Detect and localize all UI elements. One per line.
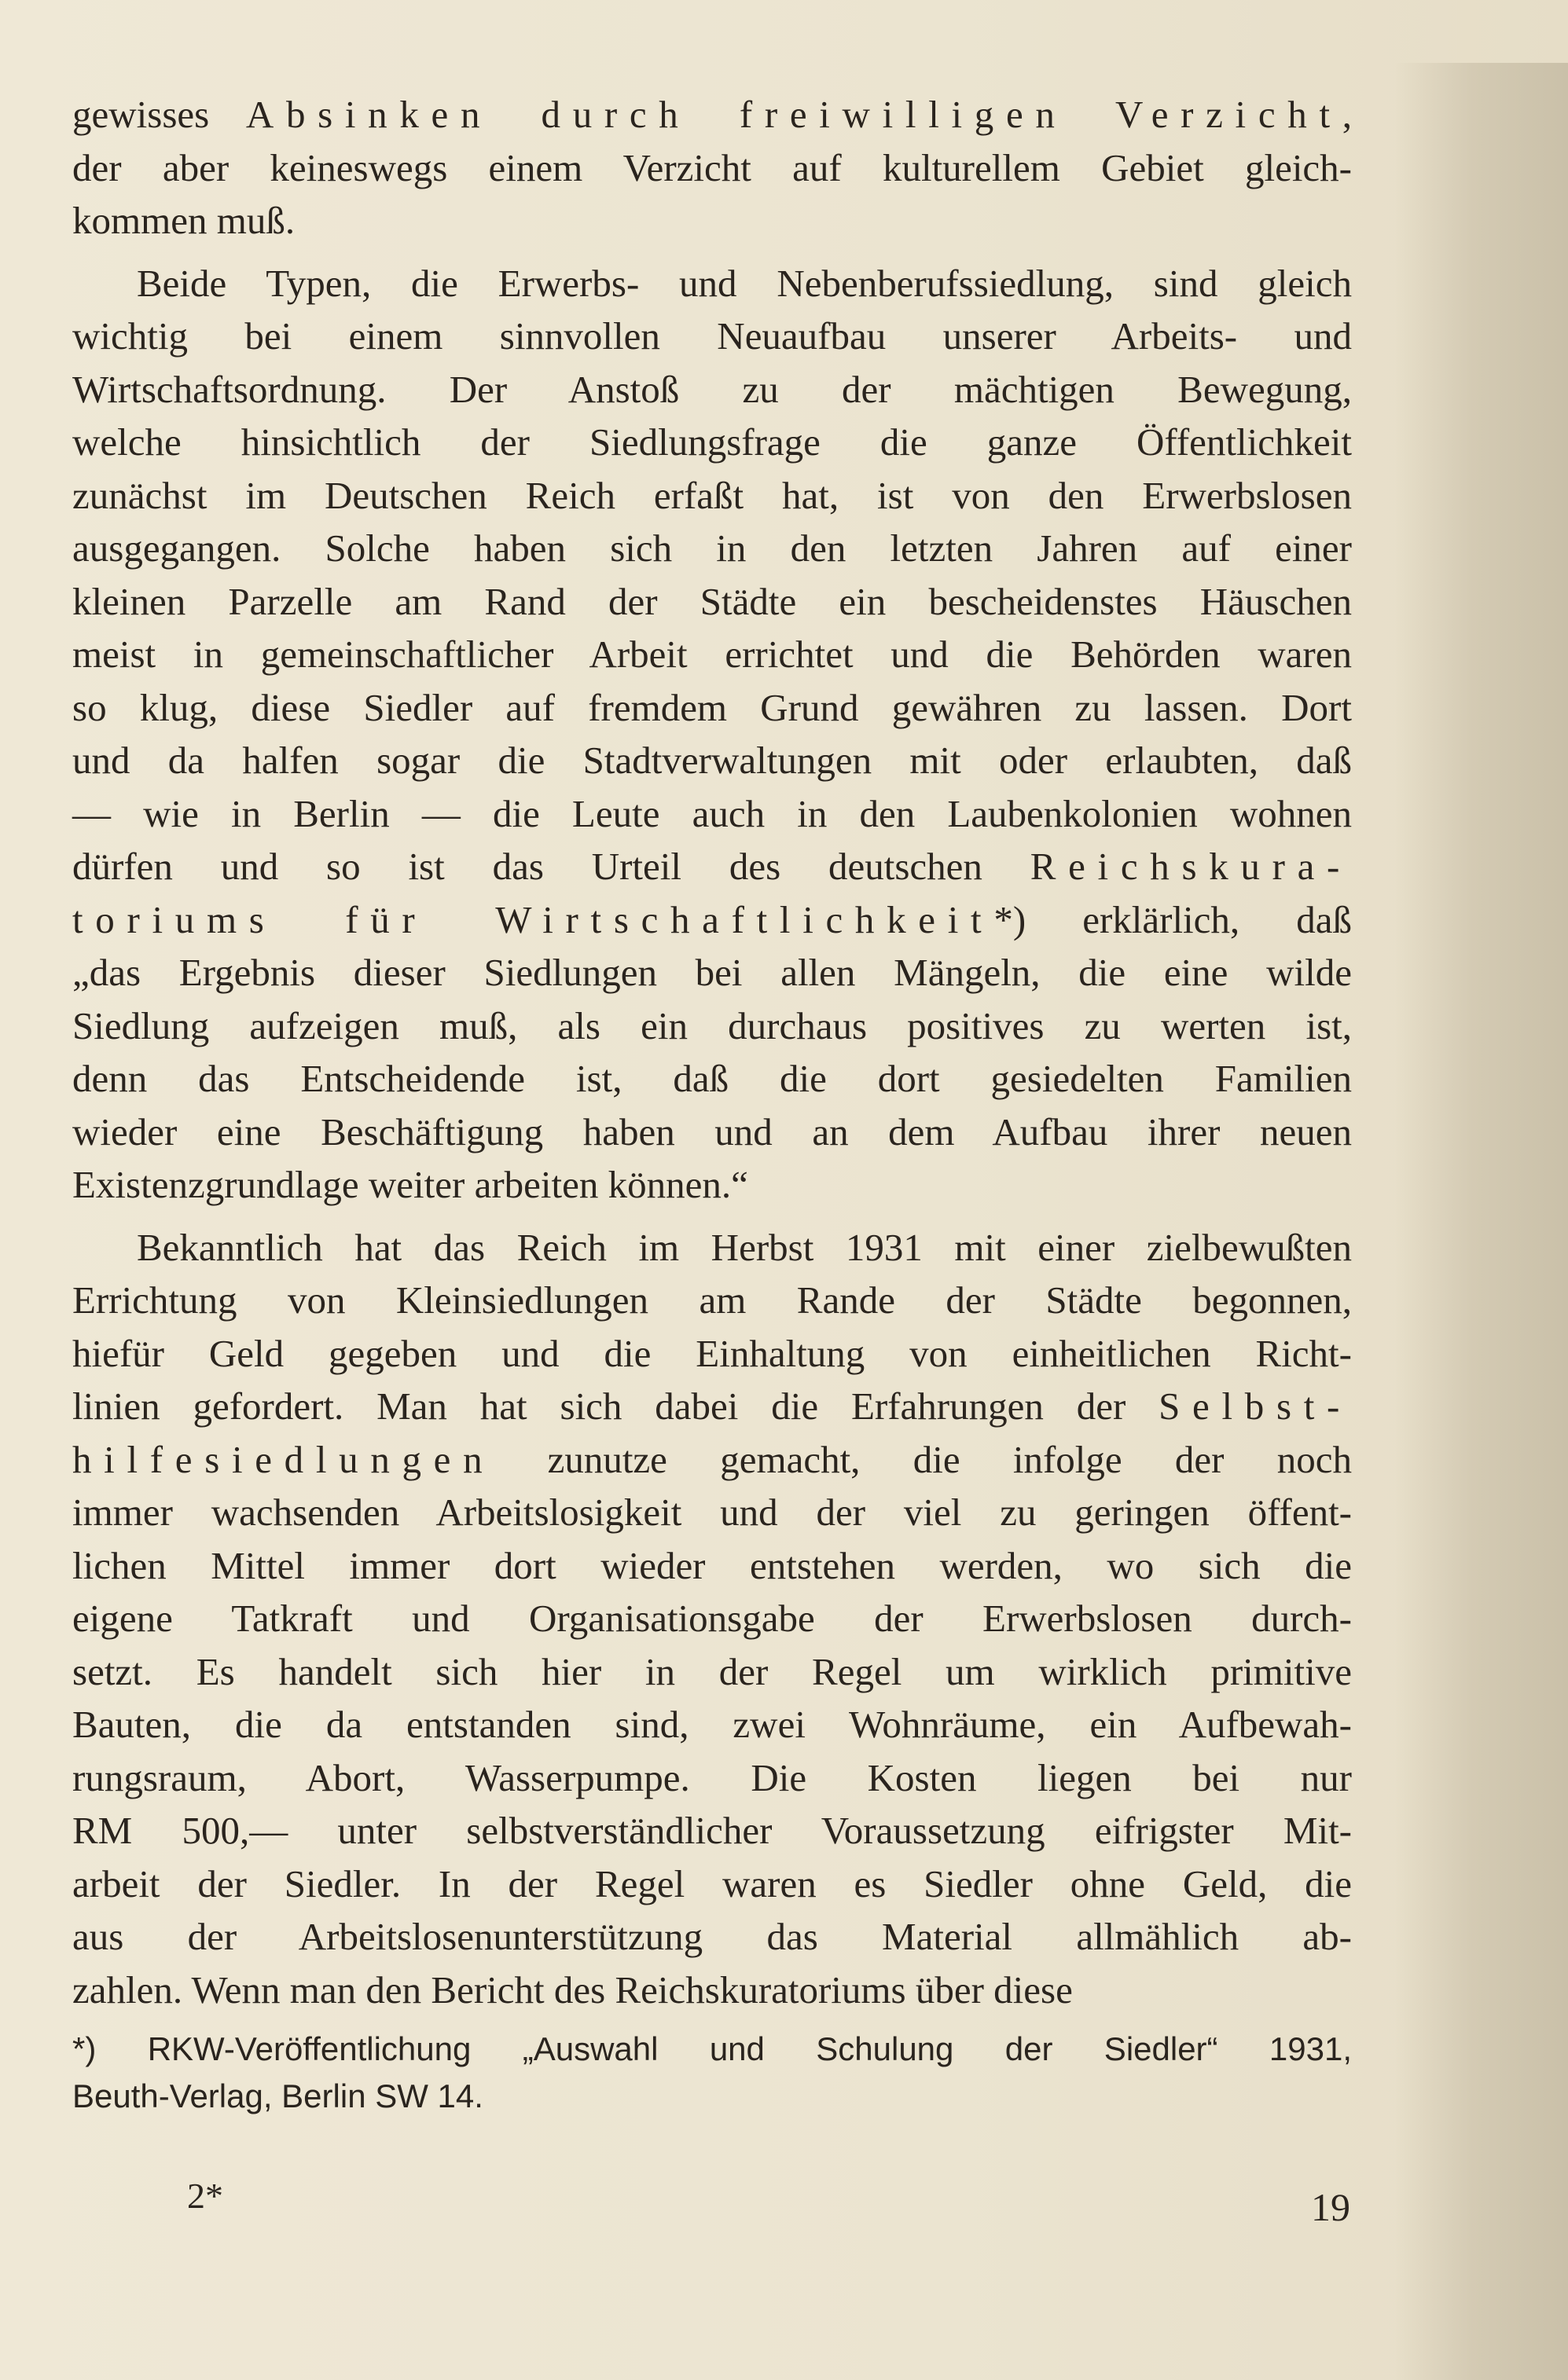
paragraph-gap xyxy=(72,248,1352,257)
text-line: Errichtung von Kleinsiedlungen am Rande der Städte begonnen, xyxy=(72,1278,1352,1322)
text-line: der aber keineswegs einem Verzicht auf kulturellem Gebiet gleich- xyxy=(72,145,1352,189)
spaced-emphasis: hilfesiedlungen xyxy=(72,1437,495,1481)
text-line: kommen muß. xyxy=(72,199,296,242)
text-line: RM 500,— unter selbstverständlicher Voraussetzung eifrigster Mit- xyxy=(72,1809,1352,1852)
text-line: meist in gemeinschaftlicher Arbeit errichtet und die Behörden waren xyxy=(72,633,1352,676)
spaced-emphasis: Absinken durch freiwilligen Verzicht xyxy=(245,93,1342,136)
spaced-emphasis: Reichskura- xyxy=(1030,845,1352,888)
text-line: wieder eine Beschäftigung haben und an dem Aufbau ihrer neuen xyxy=(72,1109,1352,1153)
text-line: so klug, diese Siedler auf fremdem Grund gewähren zu lassen. Dort xyxy=(72,685,1352,729)
text-line: ausgegangen. Solche haben sich in den letzten Jahren auf einer xyxy=(72,526,1352,570)
text-line: kleinen Parzelle am Rand der Städte ein bescheidenstes Häuschen xyxy=(72,579,1352,623)
paragraph xyxy=(72,257,1352,1212)
text-line: toriums für Wirtschaftlichkeit*) erklärlich, daß xyxy=(72,897,1352,941)
text-line: welche hinsichtlich der Siedlungsfrage die ganze Öffentlichkeit xyxy=(72,420,1352,464)
text-line: linien gefordert. Man hat sich dabei die Erfahrungen der Selbst- xyxy=(72,1384,1352,1428)
footnote-line-1: *) RKW-Veröffentlichung „Auswahl und Schulung der Siedler“ 1931, xyxy=(72,2030,1352,2067)
text-line: — wie in Berlin — die Leute auch in den Laubenkolonien wohnen xyxy=(72,791,1352,835)
signature-mark: 2* xyxy=(187,2176,223,2216)
text-line: zunächst im Deutschen Reich erfaßt hat, ist von den Erwerbslosen xyxy=(72,473,1352,517)
page-edge-shadow xyxy=(1395,63,1568,2380)
footnote-line-2: Beuth-Verlag, Berlin SW 14. xyxy=(72,2077,483,2114)
body-text xyxy=(72,88,1352,2016)
text-line: aus der Arbeitslosenunterstützung das Material allmählich ab- xyxy=(72,1915,1352,1958)
text-line: Beide Typen, die Erwerbs- und Nebenberufssiedlung, sind gleich xyxy=(137,261,1352,305)
text-line: gewisses Absinken durch freiwilligen Verzicht, xyxy=(72,93,1352,136)
paragraph xyxy=(72,88,1352,248)
footnote xyxy=(72,2026,1352,2120)
text-line: und da halfen sogar die Stadtverwaltungen mit oder erlaubten, daß xyxy=(72,739,1352,782)
page-number: 19 xyxy=(1311,2185,1350,2229)
text-line: setzt. Es handelt sich hier in der Regel um wirklich primitive xyxy=(72,1649,1352,1693)
text-line: Siedlung aufzeigen muß, als ein durchaus positives zu werten ist, xyxy=(72,1003,1352,1047)
text-line: Bauten, die da entstanden sind, zwei Wohnräume, ein Aufbewah- xyxy=(72,1703,1352,1746)
text-line: dürfen und so ist das Urteil des deutschen Reichskura- xyxy=(72,845,1352,888)
text-line: rungsraum, Abort, Wasserpumpe. Die Kosten liegen bei nur xyxy=(72,1755,1352,1799)
text-line: hilfesiedlungen zunutze gemacht, die infolge der noch xyxy=(72,1437,1352,1481)
paragraph-gap xyxy=(72,1212,1352,1221)
text-line: lichen Mittel immer dort wieder entstehen werden, wo sich die xyxy=(72,1543,1352,1587)
text-line: hiefür Geld gegeben und die Einhaltung von einheitlichen Richt- xyxy=(72,1331,1352,1375)
paragraph xyxy=(72,1221,1352,2017)
text-line: Existenzgrundlage weiter arbeiten können.“ xyxy=(72,1163,748,1206)
spaced-emphasis: Selbst- xyxy=(1159,1384,1352,1428)
text-line: Bekanntlich hat das Reich im Herbst 1931 mit einer zielbewußten xyxy=(137,1225,1352,1269)
text-line: immer wachsenden Arbeitslosigkeit und der viel zu geringen öffent- xyxy=(72,1491,1352,1534)
spaced-emphasis: toriums für Wirtschaftlichkeit xyxy=(72,897,994,941)
text-line: Wirtschaftsordnung. Der Anstoß zu der mächtigen Bewegung, xyxy=(72,367,1352,411)
text-line: wichtig bei einem sinnvollen Neuaufbau unserer Arbeits- und xyxy=(72,314,1352,358)
text-line: denn das Entscheidende ist, daß die dort gesiedelten Familien xyxy=(72,1057,1352,1100)
text-line: „das Ergebnis dieser Siedlungen bei allen Mängeln, die eine wilde xyxy=(72,951,1352,994)
text-line: arbeit der Siedler. In der Regel waren es Siedler ohne Geld, die xyxy=(72,1861,1352,1905)
text-line: zahlen. Wenn man den Bericht des Reichskuratoriums über diese xyxy=(72,1967,1073,2011)
text-line: eigene Tatkraft und Organisationsgabe der Erwerbslosen durch- xyxy=(72,1597,1352,1640)
